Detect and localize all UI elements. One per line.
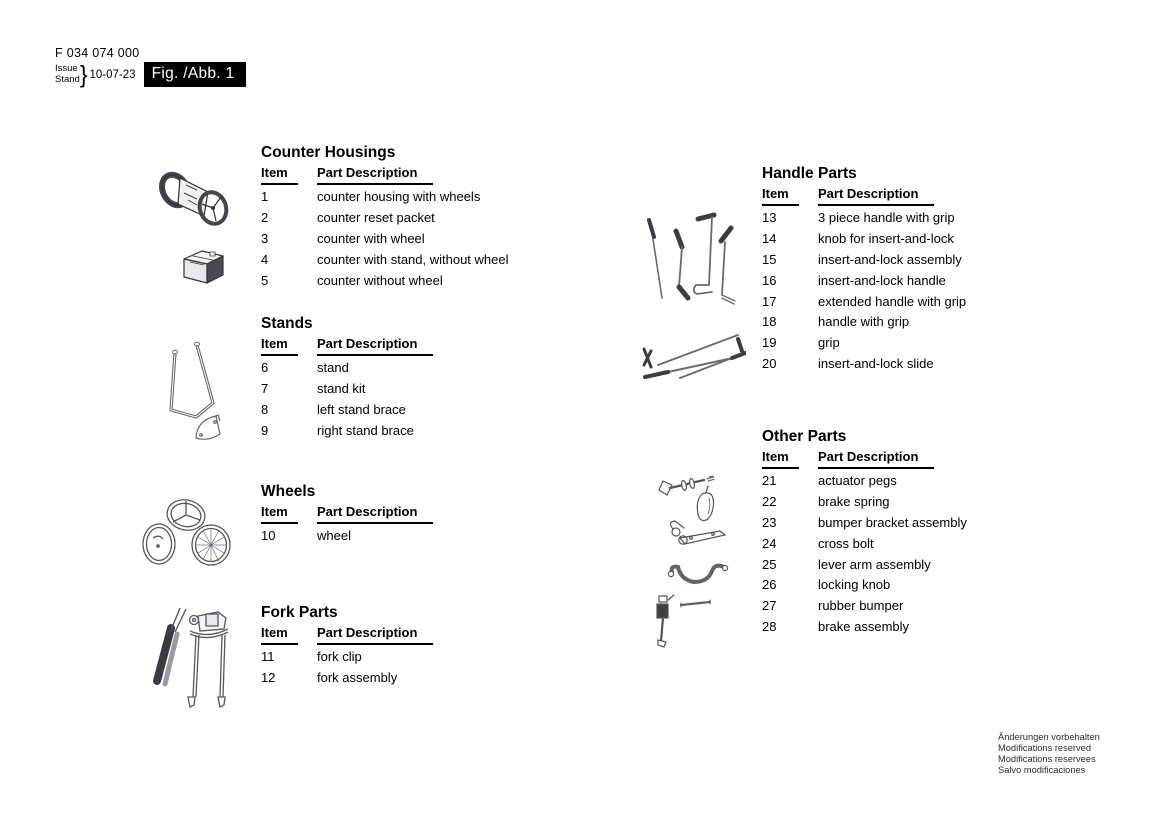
part-description: counter without wheel <box>317 272 443 288</box>
item-number: 22 <box>762 493 777 509</box>
table-row <box>261 670 433 691</box>
section-stands <box>261 316 433 444</box>
table-row <box>261 273 509 294</box>
item-number: 21 <box>762 473 777 488</box>
table-column-header <box>762 186 966 208</box>
item-number: 1 <box>261 189 269 204</box>
part-description: counter reset packet <box>317 209 435 225</box>
section-wheels <box>261 484 433 549</box>
table-row <box>261 528 433 549</box>
table-row <box>762 294 966 315</box>
table-row <box>261 252 509 273</box>
column-header-item: Item <box>261 336 298 356</box>
table-row <box>762 598 967 619</box>
table-column-header <box>762 449 967 471</box>
section-title: Counter Housings <box>261 144 396 161</box>
item-number: 11 <box>261 649 275 664</box>
item-number: 17 <box>762 293 777 309</box>
section-counter-housings <box>261 145 509 293</box>
item-number: 3 <box>261 230 269 246</box>
notice-line-de: Änderungen vorbehalten <box>998 732 1100 742</box>
table-column-header <box>261 504 433 526</box>
column-header-description: Part Description <box>818 186 934 206</box>
table-row <box>261 210 509 231</box>
table-column-header <box>261 165 509 187</box>
table-row <box>261 360 433 381</box>
part-description: 3 piece handle with grip <box>818 210 955 225</box>
section-other-parts <box>762 429 967 640</box>
part-description: brake spring <box>818 493 890 509</box>
part-description: counter housing with wheels <box>317 189 481 204</box>
item-number: 13 <box>762 210 777 225</box>
notice-line-es: Salvo modificaciones <box>998 764 1086 775</box>
handle-parts-upper-illustration <box>638 206 750 316</box>
part-description: counter with stand, without wheel <box>317 251 509 267</box>
column-header-item: Item <box>762 186 799 206</box>
handle-parts-lower-illustration <box>638 318 746 380</box>
part-description: grip <box>818 335 840 351</box>
part-description: counter with wheel <box>317 230 425 246</box>
item-number: 7 <box>261 380 269 396</box>
item-number: 18 <box>762 314 777 330</box>
item-number: 5 <box>261 272 269 288</box>
table-column-header <box>261 336 433 358</box>
item-number: 20 <box>762 356 777 372</box>
part-description: cross bolt <box>818 535 874 551</box>
part-description: insert-and-lock assembly <box>818 251 962 267</box>
part-description: insert-and-lock slide <box>818 356 934 372</box>
item-number: 15 <box>762 251 777 267</box>
issue-row <box>55 61 246 88</box>
table-row <box>762 210 966 231</box>
part-description: rubber bumper <box>818 598 904 614</box>
part-description: knob for insert-and-lock <box>818 230 954 246</box>
table-row <box>762 252 966 273</box>
item-number: 27 <box>762 598 777 614</box>
notice-line-en: Modifications reserved <box>998 742 1092 753</box>
part-description: stand kit <box>317 380 366 396</box>
part-description: fork assembly <box>317 669 398 685</box>
other-parts-illustration <box>646 468 746 648</box>
column-header-description: Part Description <box>317 504 433 524</box>
part-description: locking knob <box>818 577 891 593</box>
part-description: left stand brace <box>317 401 406 417</box>
table-row <box>762 356 966 377</box>
figure-label-box: Fig. /Abb. 1 <box>144 62 247 87</box>
issue-stand-labels <box>55 64 80 85</box>
table-row <box>762 619 967 640</box>
part-description: wheel <box>317 528 351 543</box>
section-handle-parts <box>762 166 966 377</box>
item-number: 12 <box>261 669 276 685</box>
section-title: Other Parts <box>762 428 847 445</box>
table-row <box>261 189 509 210</box>
table-row <box>762 335 966 356</box>
counter-housing-illustration <box>155 163 235 237</box>
section-title: Wheels <box>261 483 316 500</box>
item-number: 25 <box>762 556 777 572</box>
item-number: 6 <box>261 360 269 375</box>
stand-illustration <box>160 332 238 446</box>
counter-box-illustration <box>179 246 227 288</box>
issue-label: Issue <box>55 63 78 74</box>
table-row <box>261 231 509 252</box>
item-number: 10 <box>261 528 276 543</box>
item-number: 23 <box>762 514 777 530</box>
section-fork-parts <box>261 605 433 691</box>
section-title: Handle Parts <box>762 165 857 182</box>
item-number: 9 <box>261 422 269 438</box>
table-row <box>762 231 966 252</box>
table-row <box>762 536 967 557</box>
section-title: Fork Parts <box>261 604 338 621</box>
item-number: 8 <box>261 401 269 417</box>
column-header-description: Part Description <box>818 449 934 469</box>
part-description: handle with grip <box>818 314 910 330</box>
table-row <box>762 557 967 578</box>
part-description: extended handle with grip <box>818 293 967 309</box>
table-row <box>762 494 967 515</box>
item-number: 2 <box>261 209 269 225</box>
item-number: 26 <box>762 577 777 593</box>
brace-glyph: } <box>79 60 88 88</box>
table-row <box>261 423 433 444</box>
table-row <box>762 314 966 335</box>
part-description: bumper bracket assembly <box>818 514 967 530</box>
part-description: actuator pegs <box>818 473 897 488</box>
part-description: right stand brace <box>317 422 414 438</box>
item-number: 4 <box>261 251 269 267</box>
table-column-header <box>261 625 433 647</box>
part-description: brake assembly <box>818 619 910 635</box>
document-header <box>55 46 246 88</box>
column-header-item: Item <box>261 504 298 524</box>
part-description: lever arm assembly <box>818 556 931 572</box>
column-header-item: Item <box>762 449 799 469</box>
table-row <box>762 473 967 494</box>
table-row <box>261 402 433 423</box>
section-title: Stands <box>261 315 313 332</box>
stand-label: Stand <box>55 73 80 85</box>
table-row <box>762 515 967 536</box>
issue-date: 10-07-23 <box>89 68 136 81</box>
item-number: 19 <box>762 335 777 351</box>
part-description: insert-and-lock handle <box>818 272 946 288</box>
item-number: 14 <box>762 230 777 246</box>
column-header-item: Item <box>261 165 298 185</box>
part-description: stand <box>317 360 349 375</box>
column-header-description: Part Description <box>317 165 433 185</box>
part-description: fork clip <box>317 649 362 664</box>
column-header-description: Part Description <box>317 625 433 645</box>
fork-parts-illustration <box>130 604 236 714</box>
table-row <box>762 577 967 598</box>
item-number: 16 <box>762 272 777 288</box>
column-header-description: Part Description <box>317 336 433 356</box>
notice-line-fr: Modifications reservees <box>998 753 1096 764</box>
modifications-notice <box>998 732 1100 776</box>
table-row <box>261 381 433 402</box>
table-row <box>261 649 433 670</box>
column-header-item: Item <box>261 625 298 645</box>
part-number: F 034 074 000 <box>55 46 140 60</box>
item-number: 28 <box>762 619 777 635</box>
wheels-illustration <box>134 494 236 574</box>
item-number: 24 <box>762 535 777 551</box>
table-row <box>762 273 966 294</box>
